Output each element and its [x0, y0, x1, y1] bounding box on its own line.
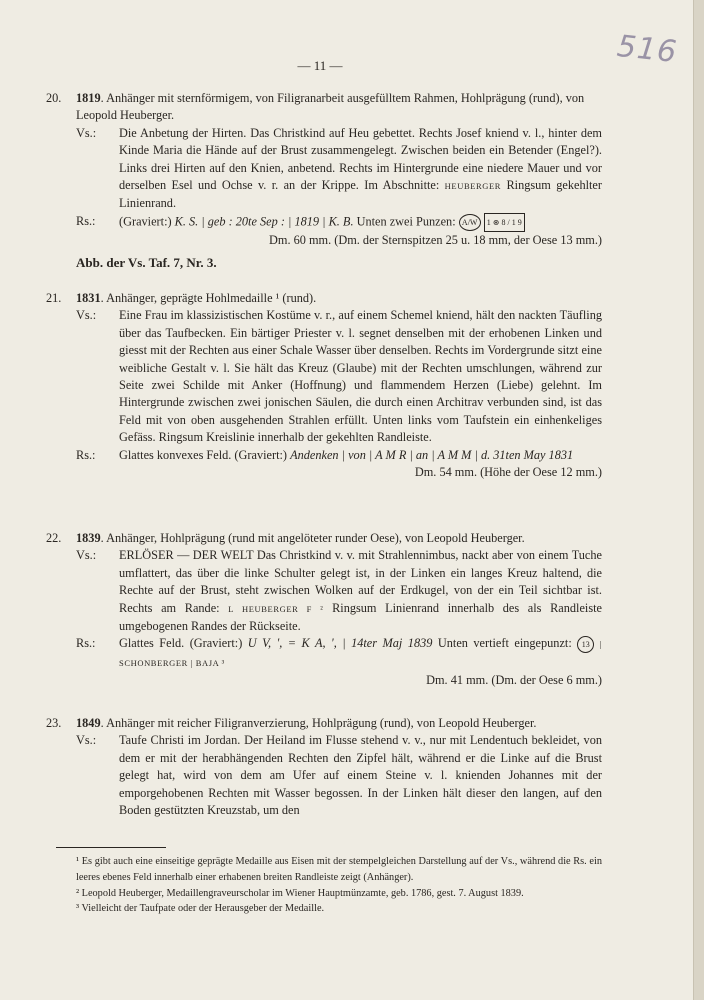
obverse-text: Die Anbetung der Hirten. Das Christkind auf Heu gebettet. Rechts Josef kniend v. l., hinter dem Kinde Maria die Hände auf der Brust zusammengelegt. Zwischen beiden ein Betender (Engel?). Links drei Hirten auf den Knien, anbetend. Rechts im Hintergrunde eine niedere Mauer und vor derselben Esel und Ochse v. r. an der Krippe. Im Abschnitte: — [119, 125, 602, 193]
entry-year: 1819 — [76, 91, 101, 105]
obverse-label: Vs.: — [76, 125, 97, 140]
reverse-text: Glattes Feld. (Graviert:) — [119, 636, 243, 651]
entry-heading-text: . Anhänger mit reicher Filigranverzierung, Hohlprägung (rund), von Leopold Heuberger. — [100, 716, 537, 730]
entry-heading — [76, 290, 602, 307]
engraved-inscription: K. S. | geb : 20te Sep : | 1819 | K. B. — [174, 214, 354, 229]
dimensions: Dm. 41 mm. (Dm. der Oese 6 mm.) — [426, 673, 602, 688]
footnote-1: ¹ Es gibt auch eine einseitige geprägte Medaille aus Eisen mit der stempelgleichen Darstellung auf der Vs., während die Rs. ein leeres ebenes Feld innerhalb einer erhabenen breiten Randleiste zeigt (Anhänger). — [76, 856, 602, 883]
reverse-description — [76, 447, 602, 482]
obverse-label: Vs.: — [76, 548, 97, 563]
handwritten-page-number: 516 — [615, 28, 679, 71]
entry-number: 20. — [46, 91, 62, 105]
punch-signature: | SCHONBERGER | BAJA ³ — [119, 639, 603, 668]
dimensions: Dm. 54 mm. (Höhe der Oese 12 mm.) — [414, 465, 602, 480]
entry-heading — [76, 715, 602, 732]
reverse-description — [76, 213, 602, 250]
entry-year: 1839 — [76, 531, 101, 545]
entry-23 — [46, 715, 602, 819]
obverse-description — [76, 547, 602, 635]
obverse-text-end: Ringsum gekehlter Linienrand. — [119, 178, 602, 211]
obverse-signature: HEUBERGER — [444, 181, 502, 192]
entry-year: 1849 — [76, 716, 101, 730]
footnote-rule — [56, 847, 166, 848]
reverse-text: (Graviert:) — [119, 214, 172, 229]
footnote-2: ² Leopold Heuberger, Medaillengraveurscholar im Wiener Hauptmünzamte, geb. 1786, gest. 7. August 1839. — [76, 887, 524, 899]
engraved-inscription: Andenken | von | A M R | an | A M M | d. 31ten May 1831 — [290, 447, 574, 462]
entry-number: 21. — [46, 291, 62, 305]
dimensions: Dm. 60 mm. (Dm. der Sternspitzen 25 u. 18 mm, der Oese 13 mm.) — [269, 233, 602, 248]
reverse-text-b: Unten vertieft eingepunzt: — [437, 636, 572, 651]
page-number: — 11 — — [297, 58, 343, 73]
obverse-text: ERLÖSER — DER WELT Das Christkind v. v. mit Strahlennimbus, nackt aber von einem Tuche umflattert, das über die linke Schulter gelegt ist, in der Linken ein langes Kreuz haltend, die Rechte auf der Brust, steht zwischen Wolken auf der Erdkugel, von der ein Teil sichtbar ist. Rechts am Rande: — [119, 548, 602, 615]
plate-reference: Abb. der Vs. Taf. 7, Nr. 3. — [76, 255, 217, 270]
entry-heading — [76, 530, 602, 547]
entry-heading-text: . Anhänger mit sternförmigem, von Filigranarbeit ausgefülltem Rahmen, Hohlprägung (rund), von Leopold Heuberger. — [76, 91, 585, 123]
reverse-label: Rs.: — [76, 636, 96, 651]
entry-number: 22. — [46, 531, 62, 545]
footnotes — [46, 854, 602, 917]
obverse-text: Eine Frau im klassizistischen Kostüme v. r., auf einem Schemel kniend, hält den nackten Täufling über das Taufbecken. Ein bärtiger Priester v. l. segnet denselben mit der erhobenen Linken und giesst mit der Rechten aus einer Schale Wasser über denselben. Rechts im Vordergrunde sitzt eine weibliche Gestalt v. l. Sie hält das Kreuz (Glaube) mit der Rechten umschlungen, während zur Seite zwei Schilde mit Anker (Hoffnung) und flammendem Herzen (Liebe) gelehnt. Im Hintergrunde zwischen zwei jonischen Säulen, die durch einen Architrav verbunden sind, ist das Feld mit von oben ausgehenden Strahlen erfüllt. Unten links vom Taufstein ein einhenkeliges Gefäss. Ringsum Kreislinie innerhalb der gekehlten Randleiste. — [119, 308, 602, 445]
obverse-description — [76, 125, 602, 213]
reverse-label: Rs.: — [76, 213, 96, 228]
obverse-label: Vs.: — [76, 733, 97, 748]
page-edge — [693, 0, 704, 1000]
entry-heading-text: . Anhänger, geprägte Hohlmedaille ¹ (rund). — [100, 291, 317, 305]
entry-heading-text: . Anhänger, Hohlprägung (rund mit angelöteter runder Oese), von Leopold Heuberger. — [100, 531, 525, 545]
punch-mark-year: 1 ⊛ 8 / 1 9 — [484, 213, 525, 232]
engraved-inscription: U V, ', = K A, ', | 14ter Maj 1839 — [247, 636, 433, 651]
obverse-signature: L HEUBERGER F ² — [228, 603, 324, 614]
obverse-text-end: Ringsum Linienrand innerhalb des als Randleiste umgebogenen Randes der Rückseite. — [119, 600, 602, 634]
obverse-label: Vs.: — [76, 308, 97, 323]
entry-20 — [46, 90, 602, 250]
entry-21 — [46, 290, 602, 481]
obverse-description — [76, 307, 602, 446]
entry-heading — [76, 90, 602, 125]
obverse-description — [76, 732, 602, 819]
punch-stamp: 13 — [577, 636, 594, 653]
entry-22 — [46, 530, 602, 690]
reverse-text: Glattes konvexes Feld. (Graviert:) — [119, 447, 288, 462]
entry-number: 23. — [46, 716, 62, 730]
obverse-text: Taufe Christi im Jordan. Der Heiland im Flusse stehend v. v., nur mit Lendentuch bekleidet, von dem er mit der herabhängenden Rechten den Zipfel hält, während er die Linke auf die Brust gelegt hat, wird von dem am Ufer auf einem Steine v. l. knienden Johannes mit der emporgehobenen Rechten mit Wasser begossen. In der Linken hält dieser den langen, auf den Boden gestützten Kreuzstab, um den — [119, 733, 602, 818]
reverse-description — [76, 635, 602, 689]
reverse-label: Rs.: — [76, 447, 96, 462]
punch-mark-aw: A/W — [459, 214, 481, 231]
footnote-3: ³ Vielleicht der Taufpate oder der Herausgeber der Medaille. — [76, 903, 325, 915]
reverse-text-b: Unten zwei Punzen: — [356, 214, 456, 229]
entry-year: 1831 — [76, 291, 101, 305]
